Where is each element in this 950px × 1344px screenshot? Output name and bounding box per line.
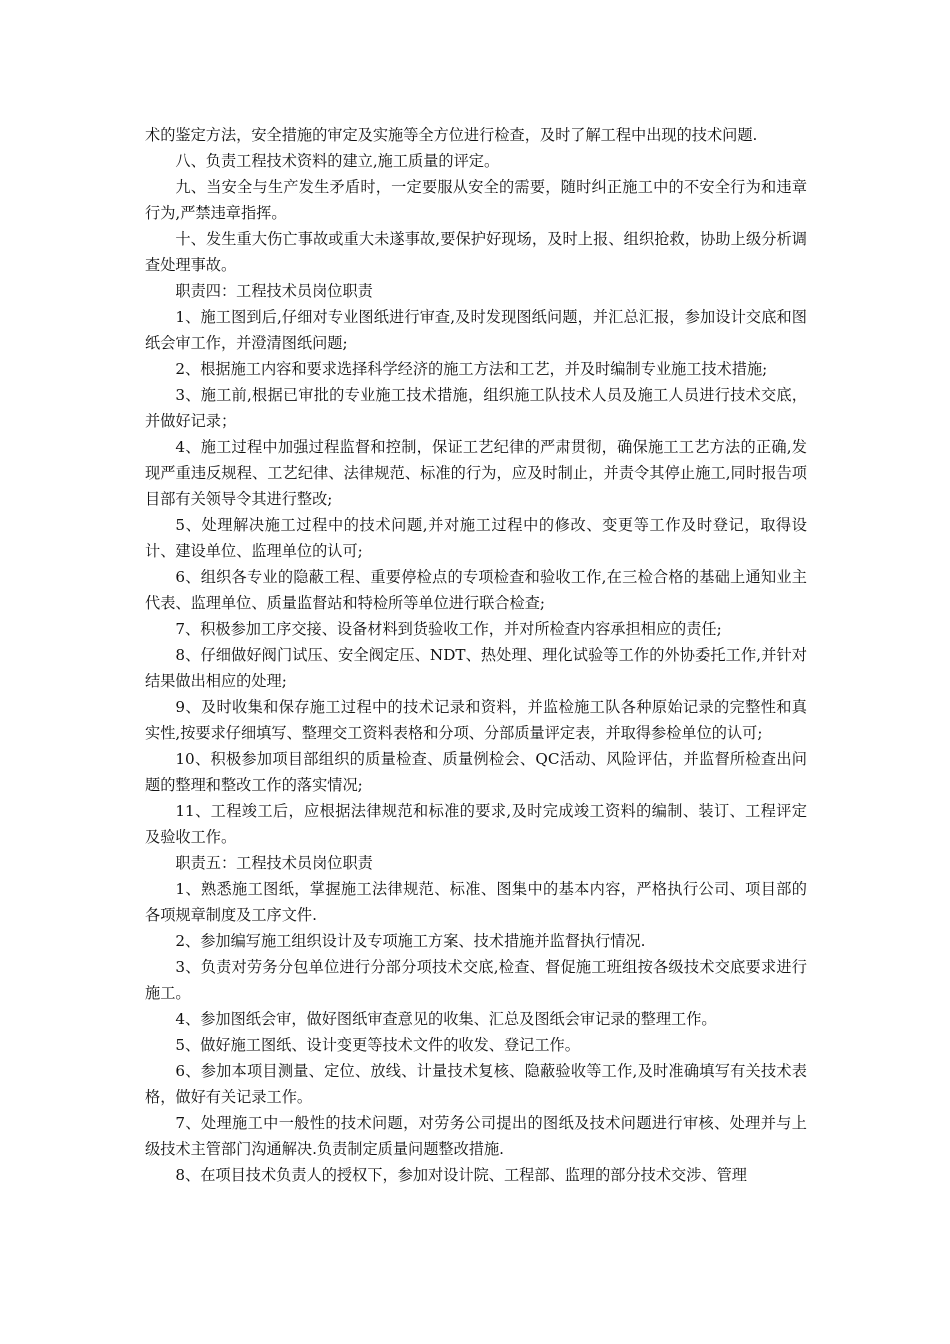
paragraph: 职责五：工程技术员岗位职责 <box>175 854 373 872</box>
paragraph: 九、当安全与生产发生矛盾时，一定要服从安全的需要，随时纠正施工中的不安全行为和违章行为,严禁违章指挥。 <box>145 178 807 222</box>
paragraph: 十、发生重大伤亡事故或重大未遂事故,要保护好现场，及时上报、组织抢救，协助上级分析调查处理事故。 <box>145 230 807 274</box>
document-page <box>145 122 807 1188</box>
paragraph: 7、处理施工中一般性的技术问题，对劳务公司提出的图纸及技术问题进行审核、处理并与上级技术主管部门沟通解决.负责制定质量问题整改措施. <box>145 1114 807 1158</box>
paragraph: 5、做好施工图纸、设计变更等技术文件的收发、登记工作。 <box>175 1036 580 1054</box>
paragraph: 5、处理解决施工过程中的技术问题,并对施工过程中的修改、变更等工作及时登记，取得设计、建设单位、监理单位的认可; <box>145 516 807 560</box>
paragraph: 2、根据施工内容和要求选择科学经济的施工方法和工艺，并及时编制专业施工技术措施; <box>175 360 768 378</box>
paragraph: 3、负责对劳务分包单位进行分部分项技术交底,检查、督促施工班组按各级技术交底要求进行施工。 <box>145 958 807 1002</box>
paragraph: 6、组织各专业的隐蔽工程、重要停检点的专项检查和验收工作,在三检合格的基础上通知业主代表、监理单位、质量监督站和特检所等单位进行联合检查; <box>145 568 807 612</box>
paragraph: 3、施工前,根据已审批的专业施工技术措施，组织施工队技术人员及施工人员进行技术交底，并做好记录； <box>145 386 807 430</box>
paragraph: 11、工程竣工后，应根据法律规范和标准的要求,及时完成竣工资料的编制、装订、工程评定及验收工作。 <box>145 802 807 846</box>
paragraph: 7、积极参加工序交接、设备材料到货验收工作，并对所检查内容承担相应的责任; <box>175 620 722 638</box>
paragraph: 八、负责工程技术资料的建立,施工质量的评定。 <box>175 152 500 170</box>
paragraph: 术的鉴定方法，安全措施的审定及实施等全方位进行检查，及时了解工程中出现的技术问题. <box>145 126 758 144</box>
paragraph: 4、参加图纸会审，做好图纸审查意见的收集、汇总及图纸会审记录的整理工作。 <box>175 1010 717 1028</box>
paragraph: 9、及时收集和保存施工过程中的技术记录和资料，并监检施工队各种原始记录的完整性和真实性,按要求仔细填写、整理交工资料表格和分项、分部质量评定表，并取得参检单位的认可; <box>145 698 807 742</box>
paragraph: 1、熟悉施工图纸，掌握施工法律规范、标准、图集中的基本内容，严格执行公司、项目部的各项规章制度及工序文件. <box>145 880 807 924</box>
paragraph: 8、仔细做好阀门试压、安全阀定压、NDT、热处理、理化试验等工作的外协委托工作,并针对结果做出相应的处理; <box>145 646 807 690</box>
paragraph: 10、积极参加项目部组织的质量检查、质量例检会、QC活动、风险评估，并监督所检查出问题的整理和整改工作的落实情况; <box>145 750 807 794</box>
paragraph: 1、施工图到后,仔细对专业图纸进行审查,及时发现图纸问题，并汇总汇报，参加设计交底和图纸会审工作，并澄清图纸问题; <box>145 308 807 352</box>
paragraph: 2、参加编写施工组织设计及专项施工方案、技术措施并监督执行情况. <box>175 932 646 950</box>
document-body <box>145 122 807 1188</box>
paragraph: 6、参加本项目测量、定位、放线、计量技术复核、隐蔽验收等工作,及时准确填写有关技术表格，做好有关记录工作。 <box>145 1062 807 1106</box>
paragraph: 4、施工过程中加强过程监督和控制，保证工艺纪律的严肃贯彻，确保施工工艺方法的正确,发现严重违反规程、工艺纪律、法律规范、标准的行为，应及时制止，并责令其停止施工,同时报告项目部有关领导令其进行整改; <box>145 438 807 508</box>
paragraph: 职责四：工程技术员岗位职责 <box>175 282 373 300</box>
paragraph: 8、在项目技术负责人的授权下，参加对设计院、工程部、监理的部分技术交涉、管理 <box>175 1166 747 1184</box>
